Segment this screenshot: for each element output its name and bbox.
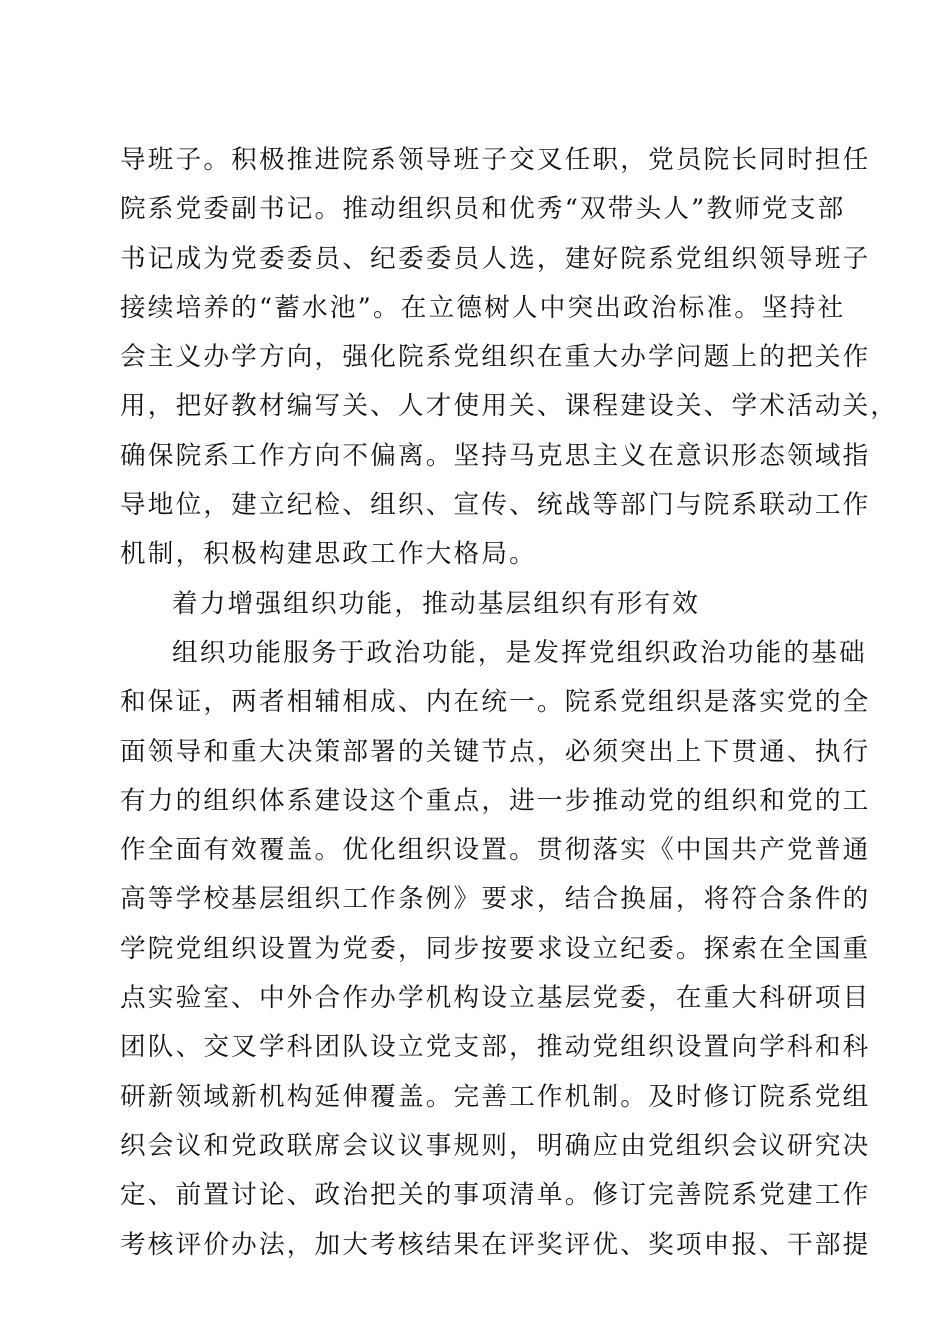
body-text — [120, 136, 899, 1270]
text-line: 导地位，建立纪检、组织、宣传、统战等部门与院系联动工作 — [120, 490, 871, 521]
text-line: 用，把好教材编写关、人才使用关、课程建设关、学术活动关， — [120, 391, 899, 422]
text-line: 研新领域新机构延伸覆盖。完善工作机制。及时修订院系党组 — [120, 1081, 871, 1112]
text-line: 接续培养的“蓄水池”。在立德树人中突出政治标准。坚持社 — [120, 292, 846, 323]
text-line: 点实验室、中外合作办学机构设立基层党委，在重大科研项目 — [120, 983, 871, 1014]
text-line: 团队、交叉学科团队设立党支部，推动党组织设置向学科和科 — [120, 1032, 871, 1063]
text-line: 院系党委副书记。推动组织员和优秀“双带头人”教师党支部 — [120, 194, 846, 225]
text-line: 和保证，两者相辅相成、内在统一。院系党组织是落实党的全 — [120, 687, 871, 718]
text-line: 有力的组织体系建设这个重点，进一步推动党的组织和党的工 — [120, 785, 871, 816]
text-line: 定、前置讨论、政治把关的事项清单。修订完善院系党建工作 — [120, 1180, 871, 1211]
text-line: 会主义办学方向，强化院系党组织在重大办学问题上的把关作 — [120, 342, 871, 373]
text-line: 机制，积极构建思政工作大格局。 — [120, 539, 537, 570]
text-line: 确保院系工作方向不偏离。坚持马克思主义在意识形态领域指 — [120, 440, 871, 471]
text-line: 导班子。积极推进院系领导班子交叉任职，党员院长同时担任 — [120, 145, 871, 175]
text-line: 高等学校基层组织工作条例》要求，结合换届，将符合条件的 — [120, 884, 871, 915]
text-line: 考核评价办法，加大考核结果在评奖评优、奖项申报、干部提 — [120, 1229, 871, 1260]
text-line: 织会议和党政联席会议议事规则，明确应由党组织会议研究决 — [120, 1130, 871, 1161]
text-line: 面领导和重大决策部署的关键节点，必须突出上下贯通、执行 — [120, 736, 871, 767]
text-line: 作全面有效覆盖。优化组织设置。贯彻落实《中国共产党普通 — [120, 835, 871, 866]
text-line: 组织功能服务于政治功能，是发挥党组织政治功能的基础 — [172, 637, 867, 668]
section-heading: 着力增强组织功能，推动基层组织有形有效 — [172, 588, 701, 619]
text-line: 书记成为党委委员、纪委委员人选，建好院系党组织领导班子 — [120, 243, 871, 274]
text-line: 学院党组织设置为党委，同步按要求设立纪委。探索在全国重 — [120, 933, 871, 964]
